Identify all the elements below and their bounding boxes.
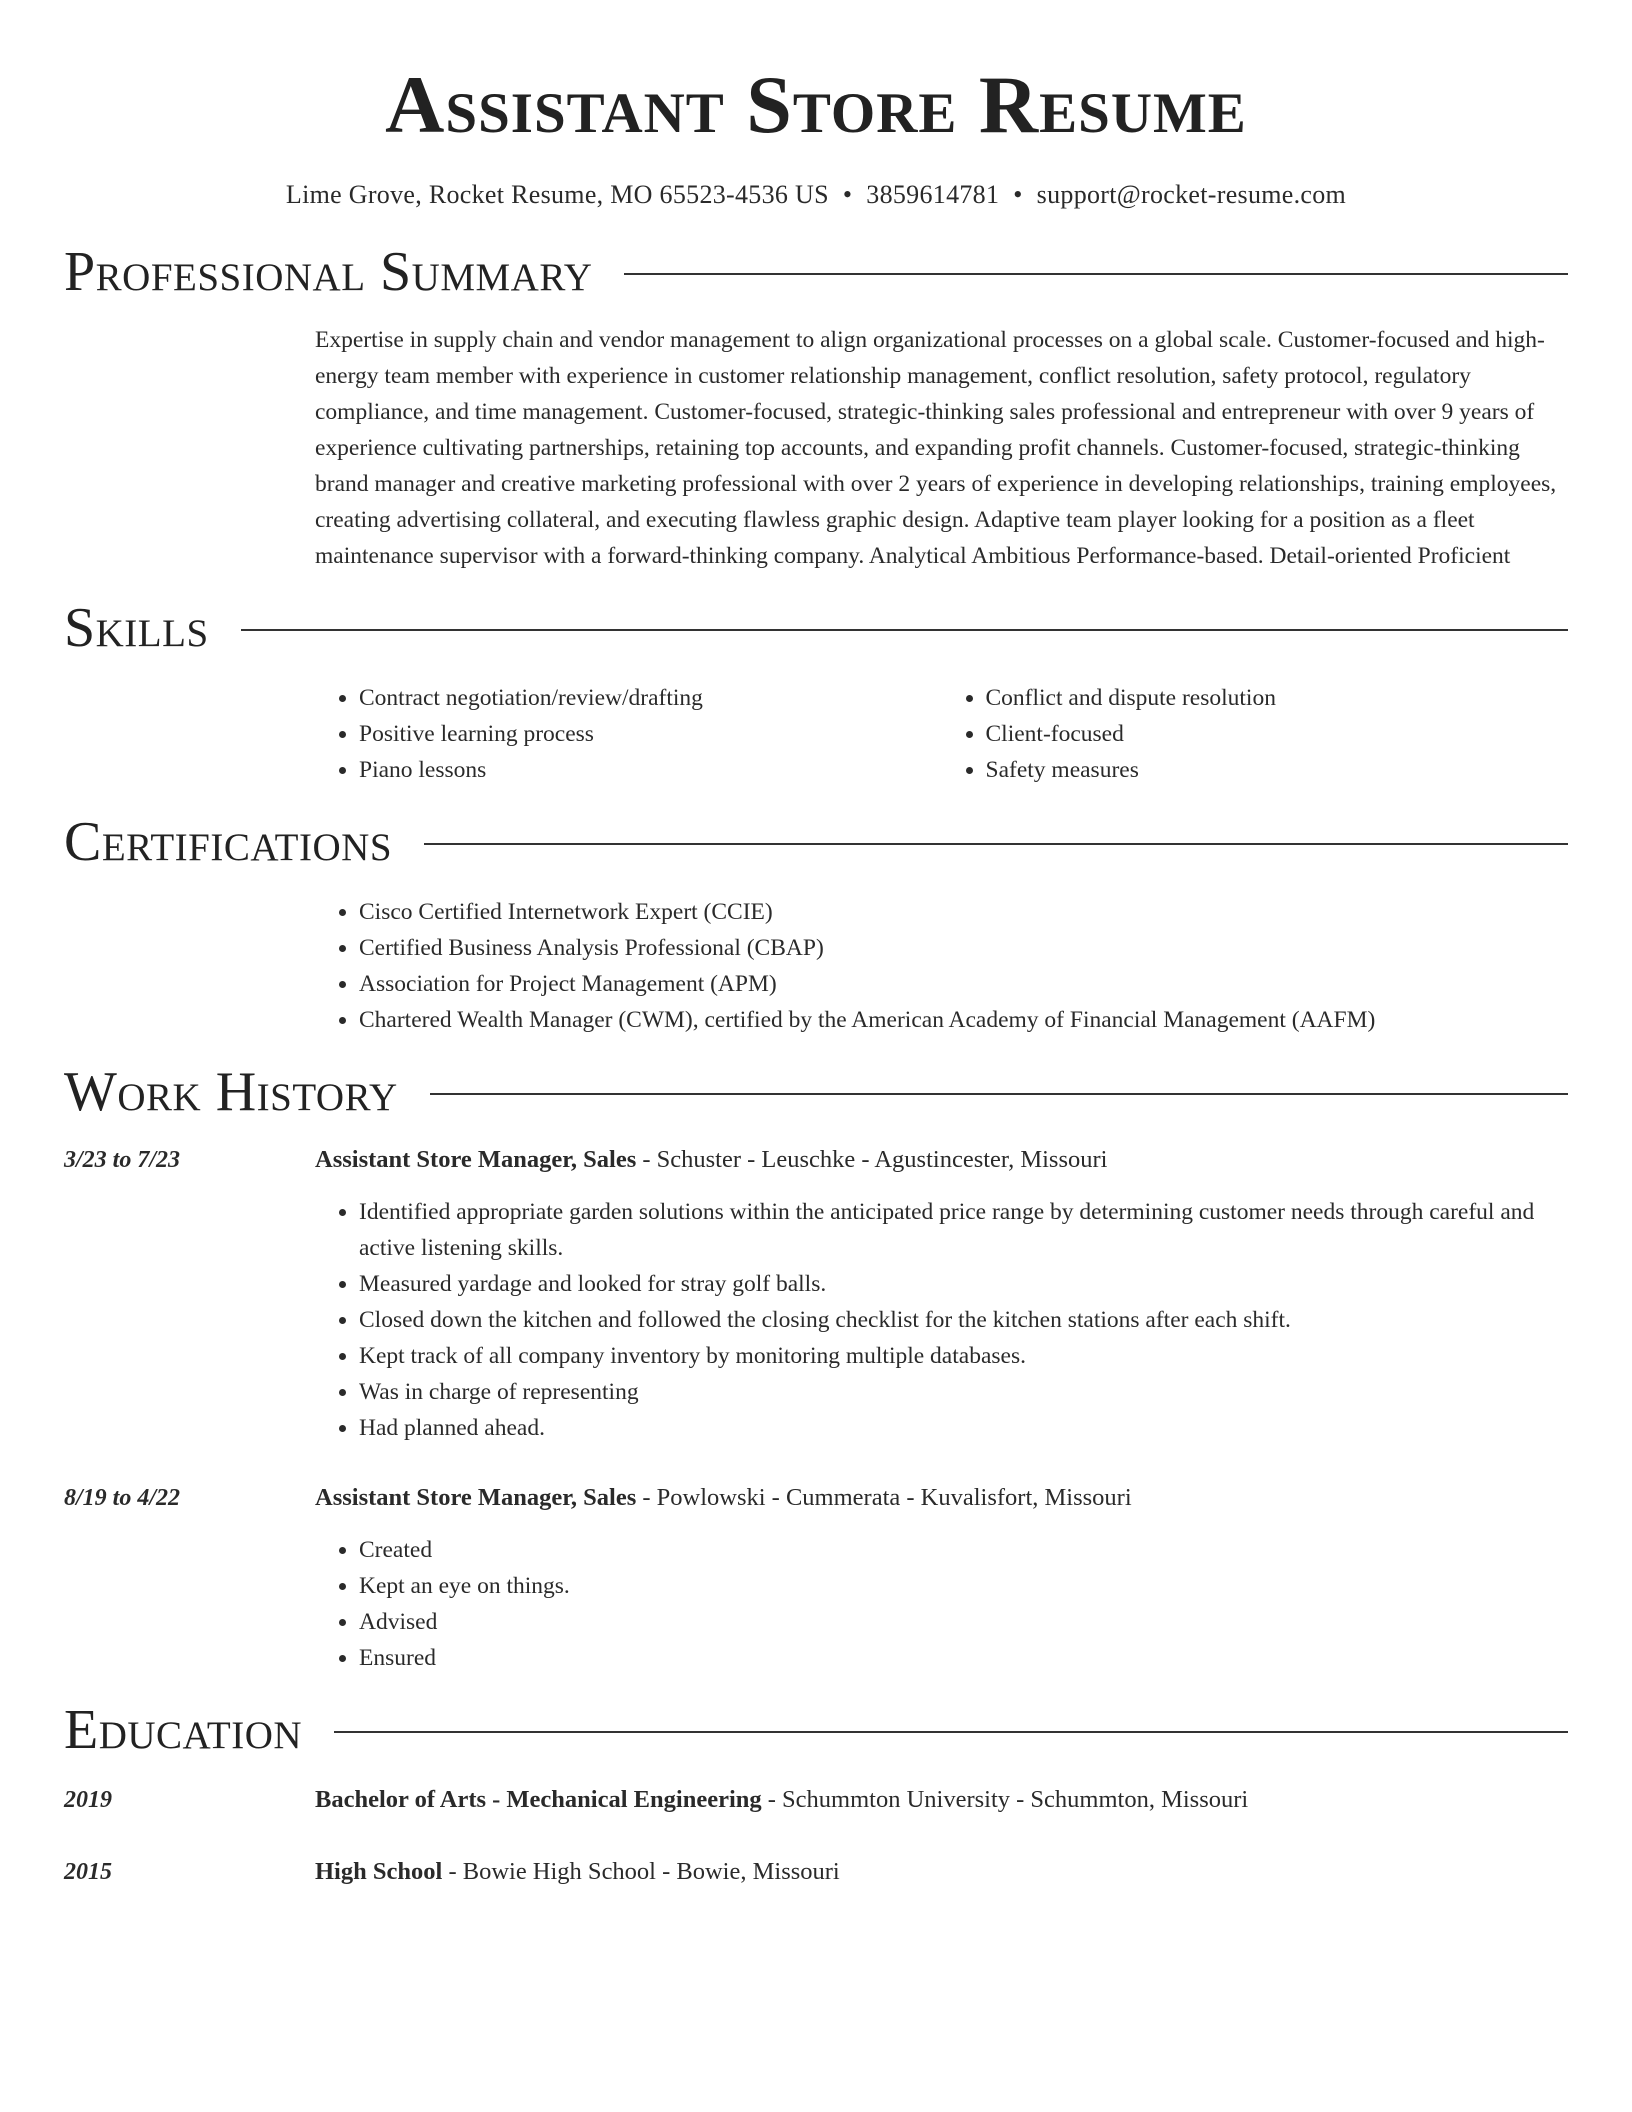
- skill-item: • Positive learning process: [359, 716, 942, 752]
- certification-item: • Chartered Wealth Manager (CWM), certified by the American Academy of Financial Management (AAFM): [359, 1002, 1568, 1038]
- skill-item: • Conflict and dispute resolution: [986, 680, 1569, 716]
- work-heading: Work History: [64, 1061, 398, 1123]
- skills-heading: Skills: [64, 597, 209, 659]
- job-duty: • Was in charge of representing: [359, 1374, 1568, 1410]
- education-year: 2019: [64, 1787, 112, 1813]
- job-entry: [64, 1142, 1568, 1446]
- summary-text: Expertise in supply chain and vendor management to align organizational processes on a global scale. Customer-focused and high-energy team member with experience in customer relationship management, conflict resolution, safety protocol, regulatory compliance, and time management. Customer-focused, strategic-thinking sales professional and entrepreneur with over 9 years of experience cultivating partnerships, retaining top accounts, and expanding profit channels. Customer-focused, strategic-thinking brand manager and creative marketing professional with over 2 years of experience in developing relationships, training employees, creating advertising collateral, and executing flawless graphic design. Adaptive team player looking for a position as a fleet maintenance supervisor with a forward-thinking company. Analytical Ambitious Performance-based. Detail-oriented Proficient: [315, 327, 1557, 569]
- section-divider: [241, 629, 1568, 631]
- certifications-section-header: [64, 810, 1568, 874]
- summary-heading: Professional Summary: [64, 241, 593, 303]
- job-duties: [315, 1532, 1568, 1676]
- contact-address: Lime Grove, Rocket Resume, MO 65523-4536 US: [285, 180, 829, 209]
- education-heading: Education: [64, 1699, 303, 1761]
- job-dates: 3/23 to 7/23: [64, 1147, 181, 1173]
- work-section-header: [64, 1060, 1568, 1124]
- skills-column-left: [315, 680, 942, 788]
- contact-separator: •: [1013, 180, 1023, 209]
- summary-section-header: [64, 240, 1568, 304]
- job-title-line: [315, 1480, 1132, 1516]
- certifications-list: [315, 894, 1568, 1038]
- job-title: Assistant Store Manager, Sales: [315, 1146, 637, 1173]
- job-duty: • Ensured: [359, 1640, 1568, 1676]
- job-title: Assistant Store Manager, Sales: [315, 1484, 637, 1511]
- contact-email: support@rocket-resume.com: [1036, 180, 1347, 209]
- skill-item: • Piano lessons: [359, 752, 942, 788]
- contact-phone: 3859614781: [866, 180, 1000, 209]
- summary-body: [315, 322, 1568, 574]
- job-entry: [64, 1480, 1568, 1676]
- skill-item: • Safety measures: [986, 752, 1569, 788]
- education-line: [315, 1782, 1248, 1818]
- education-section-header: [64, 1698, 1568, 1762]
- job-duty: • Created: [359, 1532, 1568, 1568]
- job-duty: • Kept an eye on things.: [359, 1568, 1568, 1604]
- section-divider: [334, 1731, 1568, 1733]
- education-line: [315, 1854, 840, 1890]
- certifications-heading: Certifications: [64, 811, 393, 873]
- certification-item: • Association for Project Management (APM): [359, 966, 1568, 1002]
- skills-list: [315, 680, 1568, 788]
- job-duty: • Advised: [359, 1604, 1568, 1640]
- resume-page: [64, 0, 1568, 1890]
- job-duty: • Measured yardage and looked for stray golf balls.: [359, 1266, 1568, 1302]
- job-employer: - Schuster - Leuschke - Agustincester, Missouri: [636, 1146, 1108, 1173]
- job-duty: • Had planned ahead.: [359, 1410, 1568, 1446]
- skills-column-right: [942, 680, 1569, 788]
- job-duty: • Kept track of all company inventory by monitoring multiple databases.: [359, 1338, 1568, 1374]
- skill-item: • Client-focused: [986, 716, 1569, 752]
- education-degree: Bachelor of Arts - Mechanical Engineering: [315, 1786, 762, 1813]
- section-divider: [624, 273, 1568, 275]
- education-entry: [64, 1854, 1568, 1890]
- job-duty: • Closed down the kitchen and followed the closing checklist for the kitchen stations after each shift.: [359, 1302, 1568, 1338]
- section-divider: [424, 843, 1568, 845]
- section-divider: [430, 1093, 1568, 1095]
- education-year: 2015: [64, 1859, 112, 1885]
- skills-section-header: [64, 596, 1568, 660]
- education-degree: High School: [315, 1858, 443, 1885]
- certification-item: • Cisco Certified Internetwork Expert (CCIE): [359, 894, 1568, 930]
- job-dates: 8/19 to 4/22: [64, 1485, 181, 1511]
- job-employer: - Powlowski - Cummerata - Kuvalisfort, Missouri: [636, 1484, 1132, 1511]
- job-duty: • Identified appropriate garden solutions within the anticipated price range by determining customer needs through careful and active listening skills.: [359, 1194, 1568, 1266]
- skill-item: • Contract negotiation/review/drafting: [359, 680, 942, 716]
- contact-separator: •: [842, 180, 853, 209]
- job-duties: [315, 1194, 1568, 1446]
- job-title-line: [315, 1142, 1107, 1178]
- education-school: - Bowie High School - Bowie, Missouri: [442, 1858, 840, 1885]
- education-school: - Schummton University - Schummton, Missouri: [761, 1786, 1249, 1813]
- certification-item: • Certified Business Analysis Professional (CBAP): [359, 930, 1568, 966]
- resume-title: Assistant Store Resume: [385, 59, 1247, 150]
- education-entry: [64, 1782, 1568, 1818]
- contact-line: [64, 178, 1568, 212]
